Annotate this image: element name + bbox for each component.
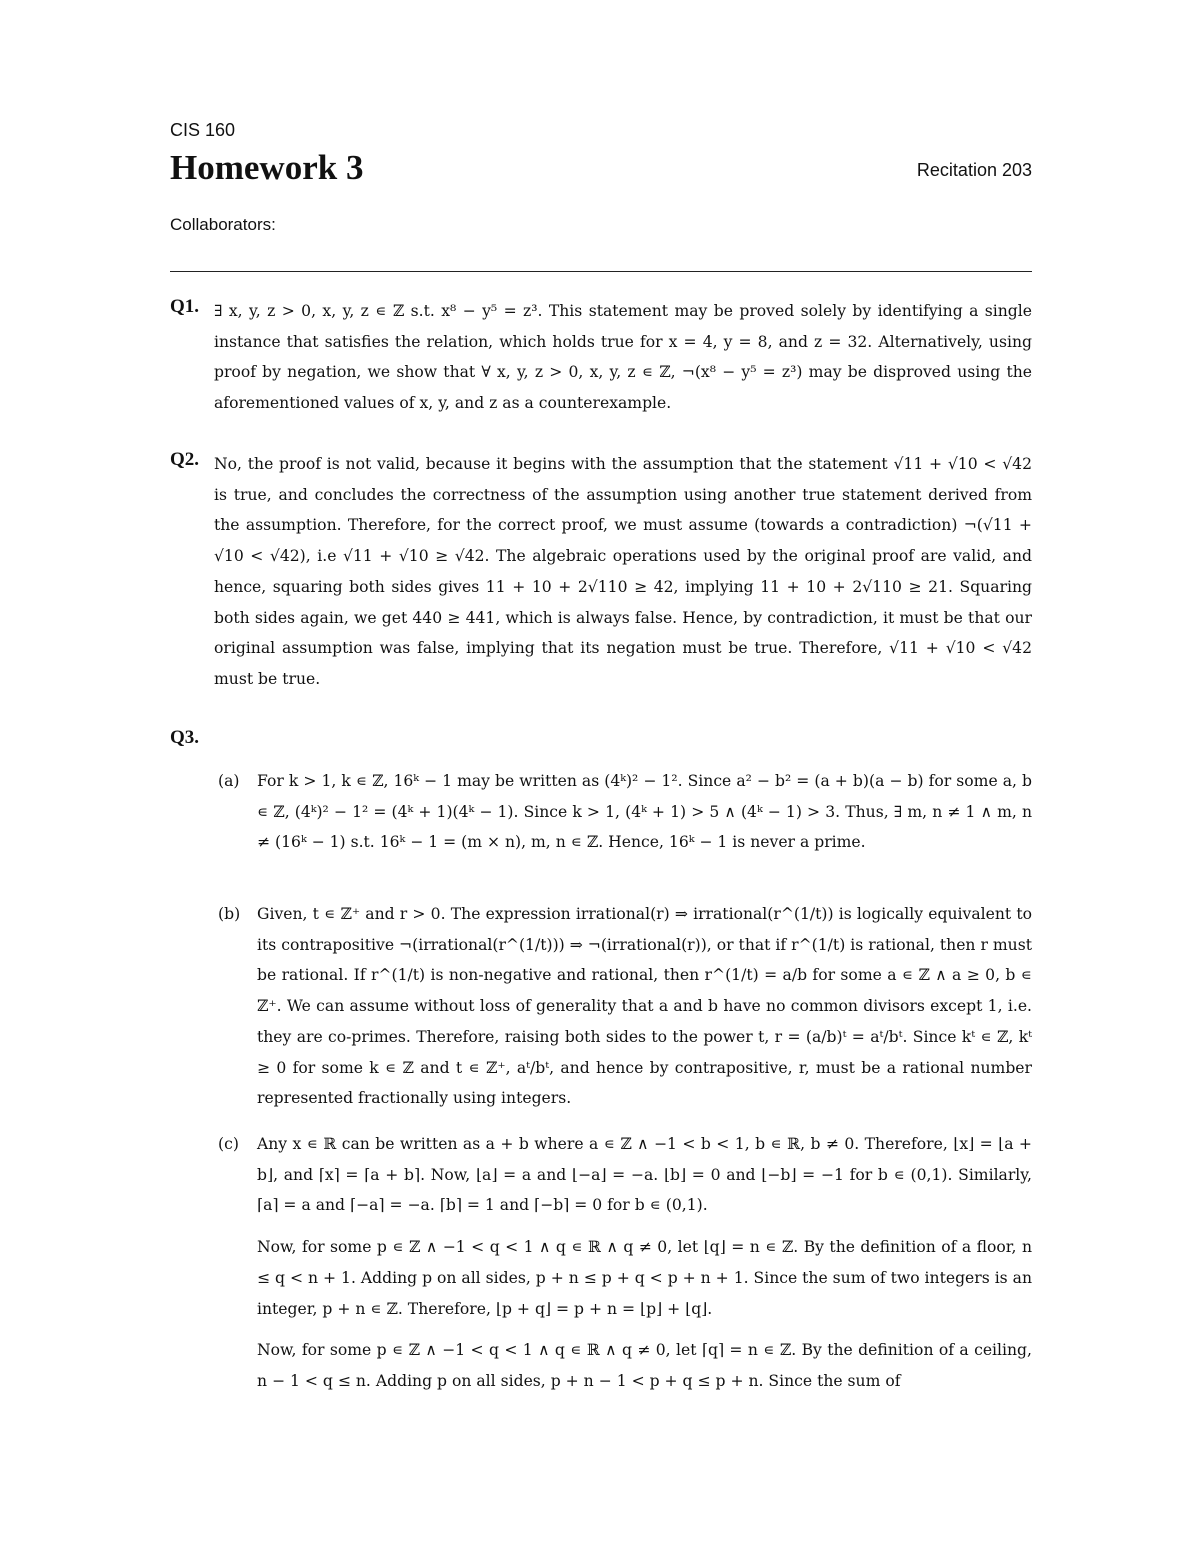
question-3c [214,1129,1032,1408]
question-3c-paragraph: Now, for some p ∊ ℤ ∧ −1 < q < 1 ∧ q ∊ ℝ ∧ q ≠ 0, let ⌊q⌋ = n ∊ ℤ. By the definition of a floor, n ≤ q < n + 1. Adding p on all sides, p + n ≤ p + q < p + n + 1. Since the sum of two integers is an integer, p + n ∊ ℤ. Therefore, ⌊p + q⌋ = p + n = ⌊p⌋ + ⌊q⌋. [257,1238,1032,1318]
question-3b-label: (b) [218,905,241,923]
question-3a-label: (a) [218,772,240,790]
question-2 [170,449,1032,695]
collaborators-label: Collaborators: [170,215,276,234]
course-code: CIS 160 [170,120,236,140]
question-1 [170,296,1032,419]
question-3b-answer: Given, t ∊ ℤ⁺ and r > 0. The expression irrational(r) ⇒ irrational(r^(1/t)) is logically equivalent to its contrapositive ¬(irrational(r^(1/t))) ⇒ ¬(irrational(r)), or that if r^(1/t) is rational, then r must be rational. If r^(1/t) is non-negative and rational, then r^(1/t) = a/b for some a ∊ ℤ ∧ a ≥ 0, b ∊ ℤ⁺. We can assume without loss of generality that a and b have no common divisors except 1, i.e. they are co-primes. Therefore, raising both sides to the power t, r = (a/b)ᵗ = aᵗ/bᵗ. Since kᵗ ∊ ℤ, kᵗ ≥ 0 for some k ∊ ℤ and t ∊ ℤ⁺, aᵗ/bᵗ, and hence by contrapositive, r, must be a rational number represented fractionally using integers. [257,905,1032,1108]
question-1-label: Q1. [170,296,200,317]
recitation-number: Recitation 203 [916,160,1032,180]
question-3c-answer [257,1129,1032,1397]
question-3c-paragraph: Now, for some p ∊ ℤ ∧ −1 < q < 1 ∧ q ∊ ℝ ∧ q ≠ 0, let ⌈q⌉ = n ∊ ℤ. By the definition of a ceiling, n − 1 < q ≤ n. Adding p on all sides, p + n − 1 < p + q ≤ p + n. Since the sum of [257,1341,1032,1390]
question-3b [214,899,1032,1114]
question-3-label: Q3. [170,727,200,748]
question-2-answer: No, the proof is not valid, because it begins with the assumption that the statement √11 + √10 < √42 is true, and concludes the correctness of the assumption using another true statement derived from the assumption. Therefore, for the correct proof, we must assume (towards a contradiction) ¬(√11 + √10 < √42), i.e √11 + √10 ≥ √42. The algebraic operations used by the original proof are valid, and hence, squaring both sides gives 11 + 10 + 2√110 ≥ 42, implying 11 + 10 + 2√110 ≥ 21. Squaring both sides again, we get 440 ≥ 441, which is always false. Hence, by contradiction, it must be that our original assumption was false, implying that its negation must be true. Therefore, √11 + √10 < √42 must be true. [214,455,1032,688]
question-3a-answer: For k > 1, k ∊ ℤ, 16ᵏ − 1 may be written as (4ᵏ)² − 1². Since a² − b² = (a + b)(a − b) for some a, b ∊ ℤ, (4ᵏ)² − 1² = (4ᵏ + 1)(4ᵏ − 1). Since k > 1, (4ᵏ + 1) > 5 ∧ (4ᵏ − 1) > 3. Thus, ∃ m, n ≠ 1 ∧ m, n ≠ (16ᵏ − 1) s.t. 16ᵏ − 1 = (m × n), m, n ∊ ℤ. Hence, 16ᵏ − 1 is never a prime. [257,772,1032,852]
header-divider [170,271,1032,272]
question-1-answer: ∃ x, y, z > 0, x, y, z ∊ ℤ s.t. x⁸ − y⁵ = z³. This statement may be proved solely by identifying a single instance that satisfies the relation, which holds true for x = 4, y = 8, and z = 32. Alternatively, using proof by negation, we show that ∀ x, y, z > 0, x, y, z ∊ ℤ, ¬(x⁸ − y⁵ = z³) may be disproved using the aforementioned values of x, y, and z as a counterexample. [214,302,1032,413]
question-3c-paragraph: Any x ∊ ℝ can be written as a + b where a ∊ ℤ ∧ −1 < b < 1, b ∊ ℝ, b ≠ 0. Therefore, ⌊x⌋ = ⌊a + b⌋, and ⌈x⌉ = ⌈a + b⌉. Now, ⌊a⌋ = a and ⌊−a⌋ = −a. ⌊b⌋ = 0 and ⌊−b⌋ = −1 for b ∊ (0,1). Similarly, ⌈a⌉ = a and ⌈−a⌉ = −a. ⌈b⌉ = 1 and ⌈−b⌉ = 0 for b ∊ (0,1). [257,1135,1032,1215]
page-title: Homework 3 [170,148,364,187]
question-3a [214,766,1032,858]
question-2-label: Q2. [170,449,200,470]
question-3c-label: (c) [218,1135,239,1153]
